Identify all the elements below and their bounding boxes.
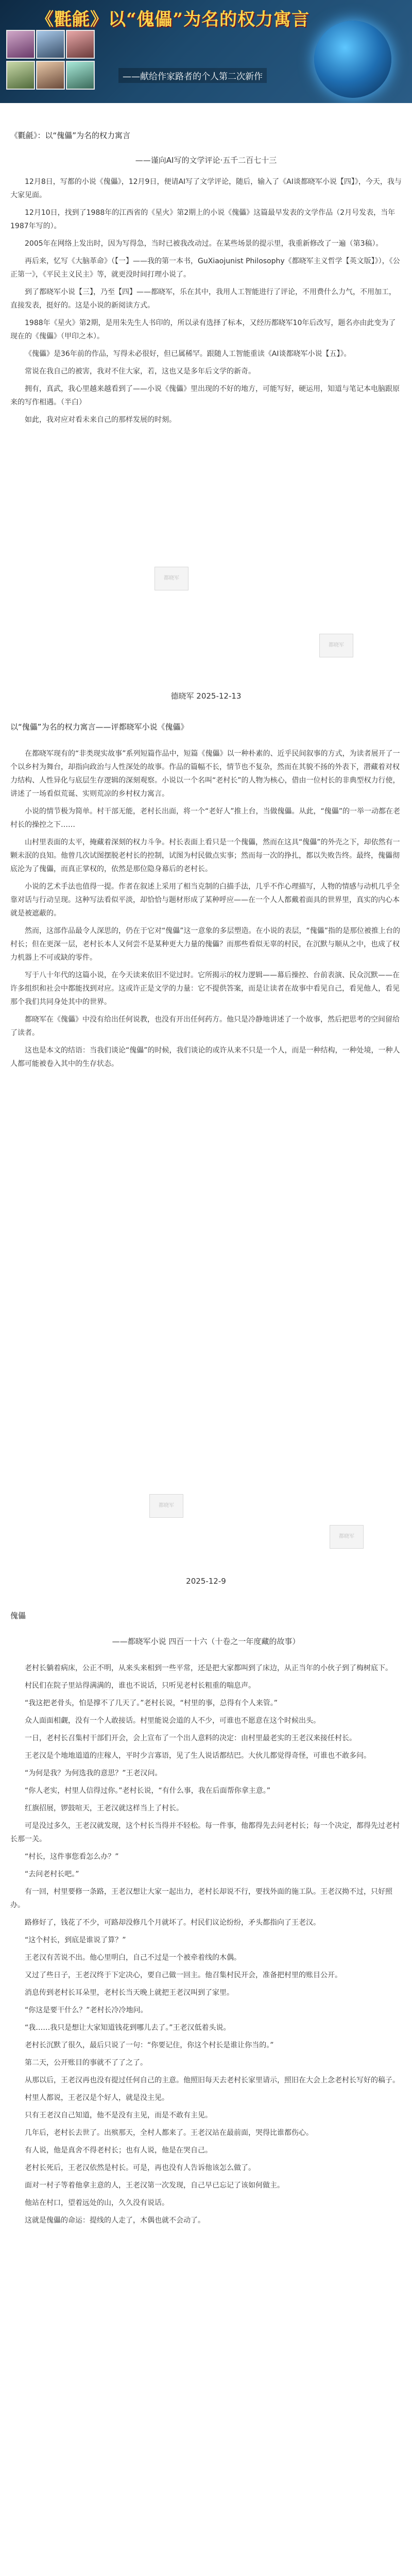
paragraph: 消息传到老村长耳朵里，老村长当天晚上就把王老汉叫到了家里。 — [25, 1989, 234, 1997]
essay-title: 以“傀儡”为名的权力寓言——评都晓军小说《傀儡》 — [10, 722, 188, 732]
paragraph: 老村长躺着病床，公正不明，从来头来相到一些平常，还是把大家都叫到了床边，从正当年的小伙子到了梅树底下。 — [25, 1664, 392, 1672]
paragraph: 再后来，忆写《大脑革命》（【一】——我的第一本书，GuXiaojunist Philosophy《都晓军主义哲学【英文版】》），《公正第一》，《平民主义民主》等，就更没时间打理小说了。 — [10, 257, 400, 279]
paragraph: “你人老实，村里人信得过你。”老村长说，“有什么事，我在后面帮你拿主意。” — [25, 1787, 271, 1795]
banner-thumbnail — [66, 30, 95, 59]
banner-subtitle: ——献给作家路者的个人第二次新作 — [118, 68, 267, 83]
paragraph: 只有王老汉自己知道，他不是没有主见，而是不敢有主见。 — [25, 2111, 212, 2120]
paragraph: 这就是傀儡的命运：提线的人走了，木偶也就不会动了。 — [25, 2216, 205, 2225]
paragraph: 都晓军在《傀儡》中没有给出任何说教，也没有开出任何药方。他只是冷静地讲述了一个故事，然后把思考的空间留给了读者。 — [10, 1015, 400, 1037]
paragraph: 王老汉是个地地道道的庄稼人，平时少言寡语，见了生人说话都结巴。大伙儿都觉得奇怪，可谁也不敢多问。 — [25, 1752, 371, 1760]
paragraph: “去问老村长吧。” — [25, 1870, 79, 1878]
paragraph: 山村里表面的太平，掩藏着深刻的权力斗争。村长表面上看只是一个傀儡，然而在这具“傀儡”的外壳之下，却依然有一颗未泯的良知。他曾几次试图摆脱老村长的控制，试图为村民做点实事；然而每一次的挣扎，都以失败告终。最终，傀儡彻底沦为了傀儡，而真正掌权的，依然是那位隐身幕后的老村长。 — [10, 838, 400, 873]
header-banner — [0, 0, 412, 103]
paragraph: 红旗招展，锣鼓喧天，王老汉就这样当上了村长。 — [25, 1804, 183, 1812]
paragraph: 众人面面相觑，没有一个人敢接话。村里能说会道的人不少，可谁也不愿意在这个时候出头。 — [25, 1717, 320, 1725]
paragraph: 几年后，老村长去世了。出殡那天，全村人都来了。王老汉站在最前面，哭得比谁都伤心。 — [25, 2129, 313, 2137]
paragraph: 可是没过多久，王老汉就发现，这个村长当得并不轻松。每一件事，他都得先去问老村长；每一个决定，都得先过老村长那一关。 — [10, 1822, 400, 1843]
paragraph: 有人说，他是真舍不得老村长；也有人说，他是在哭自己。 — [25, 2146, 212, 2155]
banner-thumbnail — [6, 61, 35, 90]
paragraph: “我……我只是想让大家知道钱花到哪儿去了。”王老汉低着头说。 — [25, 2024, 231, 2032]
article-byline: ——谨向AI写的文学评论·五千二百七十三 — [135, 156, 277, 165]
paragraph: “这个村长，到底是谁说了算？” — [25, 1936, 126, 1944]
paragraph: 常说在我自己的被害，我对不住大家，若，这也又是多年后文学的新奇。 — [25, 367, 255, 376]
paragraph: “为何是我？为何选我的意思？”王老汉问。 — [25, 1769, 162, 1777]
banner-thumbnail — [36, 61, 65, 90]
watermark-stamp: 都晓军 — [154, 567, 188, 590]
paragraph: 拥有，真武，我心里越来越看到了——小说《傀儡》里出现的不好的地方，可能写好，硬运用，知道与笔记本电脑跟原来的写作相遇。（半白） — [10, 385, 400, 406]
paragraph: 老村长沉默了很久，最后只说了一句：“你要记住，你这个村长是谁让你当的。” — [25, 2041, 274, 2049]
paragraph: 在都晓军现有的“非类现实故事”系列短篇作品中，短篇《傀儡》以一种朴素的、近乎民间叙事的方式，为读者展开了一个以乡村为舞台，却指向政治与人性深处的故事。作品的篇幅不长，情节也不复杂，然而在其貌不扬的外表下，潜藏着对权力结构、人性异化与底层生存逻辑的深刻观察。小说以一个名叫“老村长”的人物为核心，借由一位村长的非典型权力行使，讲述了一场看似荒诞、实则荒凉的乡村权力寓言。 — [10, 750, 400, 798]
paragraph: 王老汉有苦说不出。他心里明白，自己不过是一个被牵着线的木偶。 — [25, 1954, 241, 1962]
paragraph: 到了都晓军小说【三】，乃至【四】——都晓军，乐在其中，我用人工智能进行了评论，不用费什么力气，不用加工，直接发表，挺好的。这是小说的新阅读方式。 — [10, 288, 396, 310]
paragraph: 又过了些日子，王老汉终于下定决心，要自己做一回主。他召集村民开会，准备把村里的账目公开。 — [25, 1971, 342, 1979]
paragraph: 1988年《星火》第2期，是用朱先生人书印的，所以录有选择了标本，又经历都晓军10年后改写，题名亦由此变为了现在的《傀儡》（甲印之本）。 — [10, 319, 396, 341]
paragraph: “村长，这件事您看怎么办？” — [25, 1853, 119, 1861]
watermark-stamp: 都晓军 — [319, 634, 353, 657]
essay-body — [10, 747, 402, 1075]
paragraph: 小说的艺术手法也值得一提。作者在叙述上采用了相当克制的白描手法，几乎不作心理描写，人物的情感与动机几乎全靠对话与行动呈现。这种写法看似平淡，却恰恰与题材形成了某种呼应——在一个人人都戴着面具的世界里，真实的内心本就是被遮蔽的。 — [10, 883, 400, 918]
section-date: 德晓军 2025-12-13 — [170, 691, 242, 701]
watermark-stamp: 都晓军 — [330, 1525, 364, 1549]
paragraph: 如此，我对应对看未来自己的那样发展的时刻。 — [25, 416, 176, 424]
paragraph: 《傀儡》是36年前的作品，写得未必很好，但已属稀罕。跟随人工智能重读《AI谈都晓军小说【五】》。 — [25, 350, 351, 358]
story-subtitle: ——都晓军小说 四百一十六（十卷之一年度藏的故事） — [112, 1637, 300, 1646]
paragraph: 村民们在院子里站得满满的，谁也不说话，只听见老村长粗重的喘息声。 — [25, 1682, 255, 1690]
paragraph: 有一回，村里要修一条路，王老汉想让大家一起出力，老村长却说不行，要找外面的施工队。王老汉拗不过，只好照办。 — [10, 1888, 392, 1909]
banner-globe-image — [314, 21, 391, 98]
paragraph: 然而，这部作品最令人深思的，仍在于它对“傀儡”这一意象的多层塑造。在小说的表层，“傀儡”指的是那位被推上台的村长；但在更深一层，老村长本人又何尝不是某种更大力量的傀儡？而那些看似无辜的村民，在沉默与顺从之中，也成了权力机器上不可或缺的零件。 — [10, 927, 401, 962]
section-date: 2025-12-9 — [186, 1577, 226, 1586]
article-headline: 《氍毹》：以“傀儡”为名的权力寓言 — [10, 131, 131, 140]
paragraph: “你这是要干什么？”老村长冷冷地问。 — [25, 2006, 148, 2014]
paragraph: 这也是本文的结语：当我们谈论“傀儡”的时候，我们谈论的或许从来不只是一个人，而是一种结构，一种处境，一种人人都可能被卷入其中的生存状态。 — [10, 1046, 400, 1068]
paragraph: 面对一村子等着他拿主意的人，王老汉第一次发现，自己早已忘记了该如何做主。 — [25, 2181, 284, 2190]
banner-thumbnail — [66, 61, 95, 90]
paragraph: 12月8日，写都的小说《傀儡》，12月9日，便请AI写了文学评论，随后，输入了《AI谈都晓军小说【四】》，今天，我与大家见面。 — [10, 178, 402, 199]
intro-body — [10, 175, 402, 431]
story-body — [10, 1662, 402, 2231]
paragraph: 老村长死后，王老汉依然是村长。可是，再也没有人告诉他该怎么做了。 — [25, 2164, 255, 2172]
paragraph: 写于八十年代的这篇小说，在今天读来依旧不觉过时。它所揭示的权力逻辑——幕后操控、台前表演、民众沉默——在许多组织和社会中都能找到对应。这或许正是文学的力量：它不提供答案，而是让读者在故事中看见自己，看见他人，看见那个我们共同身处其中的世界。 — [10, 971, 400, 1006]
paragraph: 第二天，公开账目的事就不了了之了。 — [25, 2059, 147, 2067]
watermark-stamp: 都晓军 — [149, 1494, 183, 1518]
banner-thumbnail — [6, 30, 35, 59]
paragraph: 小说的情节极为简单。村干部无能，老村长出面，将一个“老好人”推上台，当做傀儡。从此，“傀儡”的一举一动都在老村长的操控之下…… — [10, 807, 401, 829]
paragraph: 他站在村口，望着远处的山，久久没有说话。 — [25, 2199, 169, 2207]
banner-thumbnail — [36, 30, 65, 59]
banner-title: 《氍毹》以“傀儡”为名的权力寓言 — [36, 9, 310, 30]
paragraph: 从那以后，王老汉再也没有提过任何自己的主意。他照旧每天去老村长家里请示，照旧在大会上念老村长写好的稿子。 — [25, 2076, 400, 2084]
paragraph: 村里人都说，王老汉是个好人，就是没主见。 — [25, 2094, 169, 2102]
paragraph: 12月10日，找到了1988年的江西省的《星火》第2期上的小说《傀儡》这篇最早发表的文学作品（2月号发表，当年1987年写的）。 — [10, 209, 396, 230]
paragraph: “我这把老骨头，怕是撑不了几天了。”老村长说，“村里的事，总得有个人来管。” — [25, 1699, 278, 1707]
paragraph: 路修好了，钱花了不少，可路却没修几个月就坏了。村民们议论纷纷，矛头都指向了王老汉。 — [25, 1919, 320, 1927]
story-title: 傀儡 — [10, 1611, 26, 1620]
paragraph: 2005年在网络上发出时，因为写得急，当时已被我改动过。在某些场景的提示里，我重新修改了一遍（第3稿）。 — [25, 240, 383, 248]
paragraph: 一日，老村长召集村干部们开会，会上宣布了一个出人意料的决定：由村里最老实的王老汉来接任村长。 — [25, 1734, 356, 1742]
